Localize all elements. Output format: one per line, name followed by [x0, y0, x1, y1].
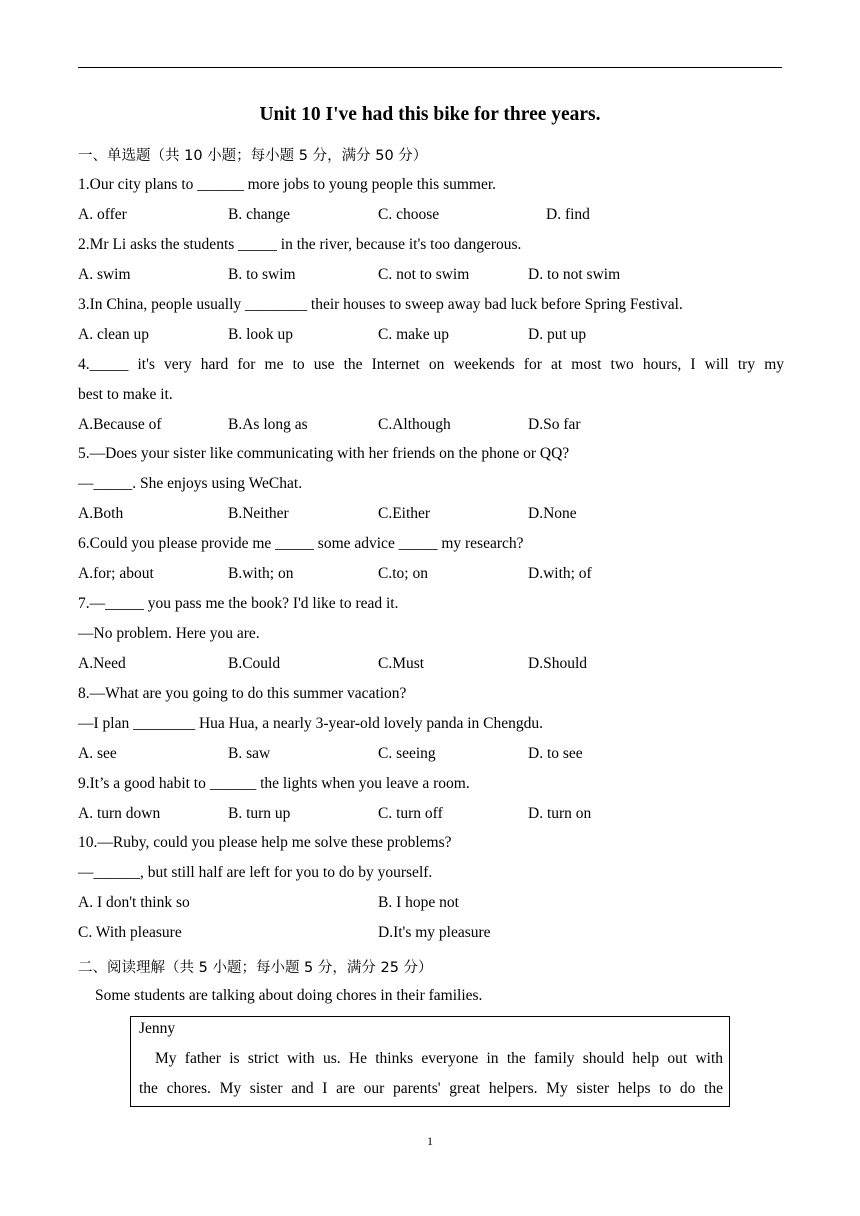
- question-10-option-a: A. I don't think so: [78, 894, 190, 911]
- question-2-stem: 2.Mr Li asks the students _____ in the river, because it's too dangerous.: [78, 236, 522, 253]
- question-2-option-b: B. to swim: [228, 266, 296, 283]
- question-9-option-c: C. turn off: [378, 805, 443, 822]
- reading-intro: Some students are talking about doing chores in their families.: [95, 987, 483, 1004]
- question-9-stem: 9.It’s a good habit to ______ the lights when you leave a room.: [78, 775, 470, 792]
- question-5-option-d: D.None: [528, 505, 577, 522]
- section-heading-choice: 一、单选题（共 10 小题；每小题 5 分，满分 50 分）: [78, 148, 428, 164]
- question-6-option-b: B.with; on: [228, 565, 294, 582]
- question-1-stem: 1.Our city plans to ______ more jobs to young people this summer.: [78, 176, 497, 193]
- question-9-option-d: D. turn on: [528, 805, 592, 822]
- question-4-stem-line-1: 4._____ it's very hard for me to use the Internet on weekends for at most two hours, I will try my: [78, 356, 784, 373]
- question-6-option-c: C.to; on: [378, 565, 428, 582]
- question-1-option-b: B. change: [228, 206, 290, 223]
- question-9-option-b: B. turn up: [228, 805, 291, 822]
- question-7-option-a: A.Need: [78, 655, 126, 672]
- question-10-stem-line-2: —______, but still half are left for you to do by yourself.: [78, 864, 433, 881]
- question-6-option-d: D.with; of: [528, 565, 592, 582]
- question-8-stem-line-2: —I plan ________ Hua Hua, a nearly 3-year-old lovely panda in Chengdu.: [78, 715, 543, 732]
- question-6-option-a: A.for; about: [78, 565, 154, 582]
- passage-speaker-name: Jenny: [139, 1020, 176, 1037]
- question-1-option-a: A. offer: [78, 206, 127, 223]
- question-7-option-d: D.Should: [528, 655, 587, 672]
- passage-line: My father is strict with us. He thinks everyone in the family should help out with: [155, 1050, 723, 1067]
- question-3-option-a: A. clean up: [78, 326, 150, 343]
- question-2-option-d: D. to not swim: [528, 266, 621, 283]
- question-6-stem: 6.Could you please provide me _____ some advice _____ my research?: [78, 535, 524, 552]
- question-8-option-a: A. see: [78, 745, 117, 762]
- question-5-option-b: B.Neither: [228, 505, 289, 522]
- question-7-stem-line-1: 7.—_____ you pass me the book? I'd like to read it.: [78, 595, 399, 612]
- question-8-stem-line-1: 8.—What are you going to do this summer vacation?: [78, 685, 407, 702]
- page-title: Unit 10 I've had this bike for three years.: [259, 104, 601, 125]
- question-9-option-a: A. turn down: [78, 805, 161, 822]
- question-1-option-c: C. choose: [378, 206, 440, 223]
- question-4-stem-line-2: best to make it.: [78, 386, 173, 403]
- question-8-option-d: D. to see: [528, 745, 583, 762]
- question-7-stem-line-2: —No problem. Here you are.: [78, 625, 260, 642]
- question-4-option-a: A.Because of: [78, 416, 162, 433]
- section-heading-reading: 二、阅读理解（共 5 小题；每小题 5 分，满分 25 分）: [78, 960, 433, 976]
- header-rule: [78, 67, 782, 68]
- question-2-option-a: A. swim: [78, 266, 131, 283]
- question-4-option-c: C.Although: [378, 416, 451, 433]
- question-10-option-c: C. With pleasure: [78, 924, 182, 941]
- question-3-stem: 3.In China, people usually ________ their houses to sweep away bad luck before Spring Festival.: [78, 296, 683, 313]
- question-4-option-d: D.So far: [528, 416, 581, 433]
- question-8-option-b: B. saw: [228, 745, 271, 762]
- question-10-option-b: B. I hope not: [378, 894, 459, 911]
- question-5-option-c: C.Either: [378, 505, 431, 522]
- page-number: 1: [427, 1134, 433, 1148]
- question-3-option-d: D. put up: [528, 326, 587, 343]
- question-3-option-c: C. make up: [378, 326, 450, 343]
- question-8-option-c: C. seeing: [378, 745, 436, 762]
- question-5-stem-line-2: —_____. She enjoys using WeChat.: [78, 475, 303, 492]
- passage-line: the chores. My sister and I are our parents' great helpers. My sister helps to do the: [139, 1080, 723, 1097]
- question-5-stem-line-1: 5.—Does your sister like communicating with her friends on the phone or QQ?: [78, 445, 570, 462]
- question-10-stem-line-1: 10.—Ruby, could you please help me solve these problems?: [78, 834, 452, 851]
- question-2-option-c: C. not to swim: [378, 266, 470, 283]
- question-7-option-c: C.Must: [378, 655, 425, 672]
- question-5-option-a: A.Both: [78, 505, 124, 522]
- question-3-option-b: B. look up: [228, 326, 294, 343]
- question-10-option-d: D.It's my pleasure: [378, 924, 491, 941]
- question-4-option-b: B.As long as: [228, 416, 308, 433]
- question-7-option-b: B.Could: [228, 655, 281, 672]
- question-1-option-d: D. find: [546, 206, 590, 223]
- passage-box: [130, 1016, 730, 1107]
